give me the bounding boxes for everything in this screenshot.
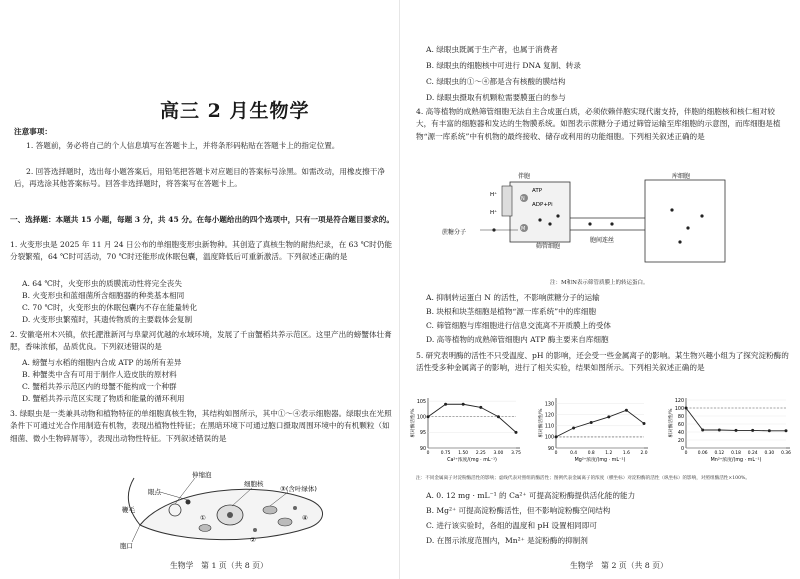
- sugar-dot-7: [686, 226, 689, 229]
- y-tick-label: 95: [419, 431, 426, 437]
- chart-manganese: [667, 398, 791, 463]
- data-point: [607, 415, 610, 418]
- data-point: [701, 429, 704, 432]
- data-point: [768, 429, 771, 432]
- q2-option-d: D. 蟹稻共养示范区实现了物质和能量的循环利用: [22, 394, 185, 403]
- label-nucleus: 细胞核: [244, 480, 264, 488]
- q5-chart-note: 注：不同金属离子对淀粉酶活性的影响；虚线代表对照组的酶活性；图例代表金属离子的浓度（横坐标）对淀粉酶的活性（纵坐标）的影响，对照组酶活性×100%。: [416, 476, 750, 481]
- q4-figure-note: 注：M和N表示筛管质膜上的转运蛋白。: [550, 280, 649, 286]
- label-organelle-1: ①: [200, 514, 206, 522]
- y-axis-label: 相对酶活性/%: [411, 408, 416, 438]
- data-point: [515, 431, 518, 434]
- label-contractile-vacuole: 伸缩泡: [192, 471, 212, 479]
- q1-option-d: D. 火变形虫繁殖时，其遗传物质的主要载体会复制: [22, 315, 193, 324]
- y-tick-label: 90: [419, 446, 426, 452]
- q3-option-a: A. 绿眼虫既属于生产者，也属于消费者: [426, 45, 558, 54]
- leader-line-mouth: [132, 525, 140, 542]
- y-tick-label: 105: [416, 399, 426, 405]
- q4-option-a: A. 抑制转运蛋白 N 的活性，不影响蔗糖分子的运输: [426, 293, 600, 302]
- q4-option-d: D. 高等植物的成熟筛管细胞内 ATP 酶主要来自库细胞: [426, 335, 609, 344]
- data-point: [590, 421, 593, 424]
- data-point: [718, 429, 721, 432]
- label-plasmodesma: 胞间连丝: [590, 237, 615, 244]
- y-tick-label: 110: [544, 424, 554, 430]
- x-tick-label: 0: [554, 451, 558, 456]
- series-line: [686, 408, 786, 431]
- y-axis-label: 相对酶活性/%: [539, 408, 544, 438]
- organelle-dot-1: [253, 528, 257, 532]
- label-companion-cell: 伴胞: [518, 173, 531, 180]
- q1-option-b: B. 火变形虫和蓝细菌所含细胞器的种类基本相同: [22, 291, 185, 300]
- y-tick-label: 60: [677, 422, 684, 428]
- data-point: [625, 409, 628, 412]
- sugar-dot-1: [538, 218, 541, 221]
- label-h-plus-1: H⁺: [490, 192, 498, 198]
- notice-item-2: 2. 回答选择题时，选出每小题答案后，用铅笔把答题卡对应题目的答案标号涂黑。如需改动，用橡皮擦干净后，再选涂其他答案标号。回答非选择题时，将答案写在答题卡上。: [14, 167, 385, 189]
- data-point: [643, 422, 646, 425]
- chloroplast-3: [199, 525, 211, 532]
- eyespot: [186, 500, 191, 505]
- data-point: [479, 406, 482, 409]
- x-axis-label: Ca²⁺浓度/(mg · mL⁻¹): [447, 458, 497, 463]
- section1-header: 一、选择题：本题共 15 小题，每题 3 分，共 45 分。在每小题给出的四个选项中，只有一项是符合题目要求的。: [10, 215, 394, 224]
- q3-option-c: C. 绿眼虫的①～④都是含有核酸的膜结构: [426, 77, 566, 86]
- x-tick-label: 1.50: [458, 451, 469, 456]
- sugar-dot-3: [556, 214, 559, 217]
- q5-option-d: D. 在图示浓度范围内，Mn²⁺ 是淀粉酶的抑制剂: [426, 536, 588, 545]
- label-sucrose: 蔗糖分子: [442, 229, 467, 236]
- q2-stem: 2. 安徽亳州木兴镇，依托淝淮新河与阜蒙河优越的水域环境，发展了千亩蟹稻共养示范区。这里产出的螃蟹体壮膏肥，香味浓郁，品质优良。下列叙述错误的是: [10, 330, 392, 352]
- page-footer-1: 生物学 第 1 页（共 8 页）: [170, 561, 268, 570]
- y-tick-label: 80: [677, 414, 684, 420]
- q4-stem: 4. 高等植物的成熟筛管细胞无法自主合成蛋白质，必须依赖伴胞实现代谢支持，伴胞的细胞核和核仁相对较大，有丰富的细胞器和发达的生物膜系统。如图表示蔗糖分子通过筛管运输至库细胞的示意图，而库细胞是植物“源一库系统”中有机物的最终接收、储存或利用的功能细胞。下列相关叙述正确的是: [416, 107, 781, 141]
- x-tick-label: 2.0: [640, 451, 648, 456]
- exam-title: 高三 2 月生物学: [160, 100, 310, 122]
- y-tick-label: 20: [677, 438, 684, 444]
- q4-option-b: B. 块根和块茎细胞是植物“源一库系统”中的库细胞: [426, 307, 597, 316]
- notice-item-1: 1. 答题前，务必将自己的个人信息填写在答题卡上，并将条形码粘贴在答题卡上的指定位置。: [26, 141, 340, 150]
- x-tick-label: 0.12: [714, 451, 725, 456]
- sink-cell: [645, 180, 725, 262]
- label-sieve-tube: 筛管细胞: [536, 243, 561, 250]
- y-axis-label: 相对酶活性/%: [669, 408, 674, 438]
- chart-magnesium: [537, 398, 648, 463]
- y-tick-label: 100: [544, 435, 554, 441]
- y-tick-label: 100: [416, 415, 426, 421]
- y-tick-label: 120: [674, 398, 684, 404]
- label-sink-cell: 库细胞: [672, 173, 691, 180]
- q2-option-b: B. 种蟹类中含有可用于制作人造皮肤的原材料: [22, 370, 177, 379]
- label-n: N: [521, 196, 525, 202]
- phloem-figure: [440, 170, 740, 278]
- x-tick-label: 0.36: [781, 451, 791, 456]
- q5-option-c: C. 进行该实验时，各组的温度和 pH 设置相同即可: [426, 521, 597, 530]
- data-point: [444, 403, 447, 406]
- data-point: [462, 403, 465, 406]
- q3-option-b: B. 绿眼虫的细胞核中可进行 DNA 复制、转录: [426, 61, 581, 70]
- series-line: [428, 404, 516, 432]
- x-tick-label: 3.75: [511, 451, 521, 456]
- x-tick-label: 0.18: [731, 451, 741, 456]
- chloroplast-1: [263, 506, 277, 514]
- x-tick-label: 0.8: [587, 451, 595, 456]
- x-tick-label: 0.06: [697, 451, 708, 456]
- x-axis-label: Mg²⁺浓度/(mg · mL⁻¹): [574, 458, 626, 463]
- data-point: [555, 435, 558, 438]
- series-line: [556, 410, 644, 437]
- nucleolus: [227, 512, 233, 518]
- data-point: [427, 415, 430, 418]
- q4-option-c: C. 筛管细胞与库细胞进行信息交流离不开质膜上的受体: [426, 321, 612, 330]
- x-tick-label: 2.25: [475, 451, 486, 456]
- flagellum: [128, 478, 140, 525]
- q5-stem: 5. 研究表明酶的活性不只受温度、pH 的影响，还会受一些金属离子的影响。某生物兴趣小组为了探究淀粉酶的活性受多种金属离子的影响，进行了相关实验，结果如图所示。下列相关叙述正确的是: [416, 351, 789, 373]
- sugar-dot-6: [670, 208, 673, 211]
- sugar-dot-5: [610, 222, 613, 225]
- label-organelle-2: ②: [250, 536, 256, 544]
- y-tick-label: 100: [674, 406, 684, 412]
- x-tick-label: 0.75: [440, 451, 451, 456]
- y-tick-label: 0: [680, 446, 684, 452]
- y-tick-label: 120: [544, 413, 554, 419]
- x-tick-label: 0.30: [764, 451, 775, 456]
- enzyme-activity-charts: [406, 392, 800, 474]
- companion-cell-band: [502, 186, 512, 216]
- x-tick-label: 0.4: [570, 451, 578, 456]
- data-point: [685, 407, 688, 410]
- x-tick-label: 0.24: [747, 451, 758, 456]
- chart-calcium: [409, 398, 521, 463]
- data-point: [572, 427, 575, 430]
- label-adp-pi: ADP+Pi: [532, 202, 553, 208]
- y-tick-label: 90: [547, 446, 554, 452]
- chloroplast-2: [278, 518, 292, 526]
- label-atp: ATP: [532, 188, 543, 194]
- q1-stem: 1. 火变形虫是 2025 年 11 月 24 日公布的单细胞变形虫新物种。其创造了真核生物的耐热纪录，在 63 ℃时仍能分裂繁殖，64 ℃时可活动，70 ℃时还能形成休眠包囊，温度降低后可重新激活。下列叙述正确的是: [10, 240, 392, 262]
- x-tick-label: 3.00: [493, 451, 504, 456]
- x-axis-label: Mn²⁺浓度/(mg · mL⁻¹): [710, 458, 762, 463]
- page-footer-2: 生物学 第 2 页（共 8 页）: [570, 561, 668, 570]
- leader-line-eyespot: [160, 492, 188, 500]
- q1-option-a: A. 64 ℃时，火变形虫的质膜流动性将完全丧失: [22, 279, 182, 288]
- q2-option-c: C. 蟹稻共养示范区内的母蟹不能构成一个种群: [22, 382, 177, 391]
- label-m: M: [521, 226, 526, 232]
- label-chloroplast-3: ③(含叶绿体): [280, 485, 317, 493]
- data-point: [497, 415, 500, 418]
- data-point: [735, 429, 738, 432]
- right-page: [400, 0, 800, 579]
- x-tick-label: 0: [684, 451, 688, 456]
- label-organelle-4: ④: [302, 514, 308, 522]
- x-tick-label: 1.2: [605, 451, 613, 456]
- sugar-dot-2: [548, 222, 551, 225]
- notice-heading: 注意事项：: [14, 127, 52, 136]
- label-cell-mouth: 胞口: [120, 542, 133, 550]
- y-tick-label: 40: [677, 430, 684, 436]
- data-point: [751, 429, 754, 432]
- q3-stem: 3. 绿眼虫是一类兼具动物和植物特征的单细胞真核生物，其结构如图所示，其中①～④表示细胞器。绿眼虫在光照条件下可通过光合作用制造有机物，表现出植物性特征；在黑暗环境下可通过胞口摄取周围环境中的有机颗粒（如细菌、微小生物碎屑等），表现出动物性特征。下列叙述错误的是: [10, 409, 392, 443]
- y-tick-label: 130: [544, 402, 554, 408]
- label-flagellum: 鞭毛: [122, 506, 135, 514]
- q5-option-a: A. 0. 12 mg · mL⁻¹ 的 Ca²⁺ 可提高淀粉酶提供活化能的能力: [426, 491, 636, 500]
- organelle-dot-2: [293, 506, 297, 510]
- data-point: [785, 429, 788, 432]
- euglena-figure: [120, 470, 340, 550]
- sugar-dot-8: [700, 214, 703, 217]
- q5-option-b: B. Mg²⁺ 可提高淀粉酶活性，但不影响淀粉酶空间结构: [426, 506, 611, 515]
- q3-option-d: D. 绿眼虫摄取有机颗粒需要膜蛋白的参与: [426, 93, 566, 102]
- x-tick-label: 1.6: [622, 451, 630, 456]
- label-h-plus-2: H⁺: [490, 210, 498, 216]
- q2-option-a: A. 螃蟹与水稻的细胞内合成 ATP 的场所有差异: [22, 358, 182, 367]
- q1-option-c: C. 70 ℃时，火变形虫的休眠包囊内不存在能量转化: [22, 303, 198, 312]
- label-eyespot: 眼点: [148, 488, 161, 496]
- x-tick-label: 0: [426, 451, 430, 456]
- sugar-dot-4: [588, 222, 591, 225]
- sugar-dot-9: [678, 240, 681, 243]
